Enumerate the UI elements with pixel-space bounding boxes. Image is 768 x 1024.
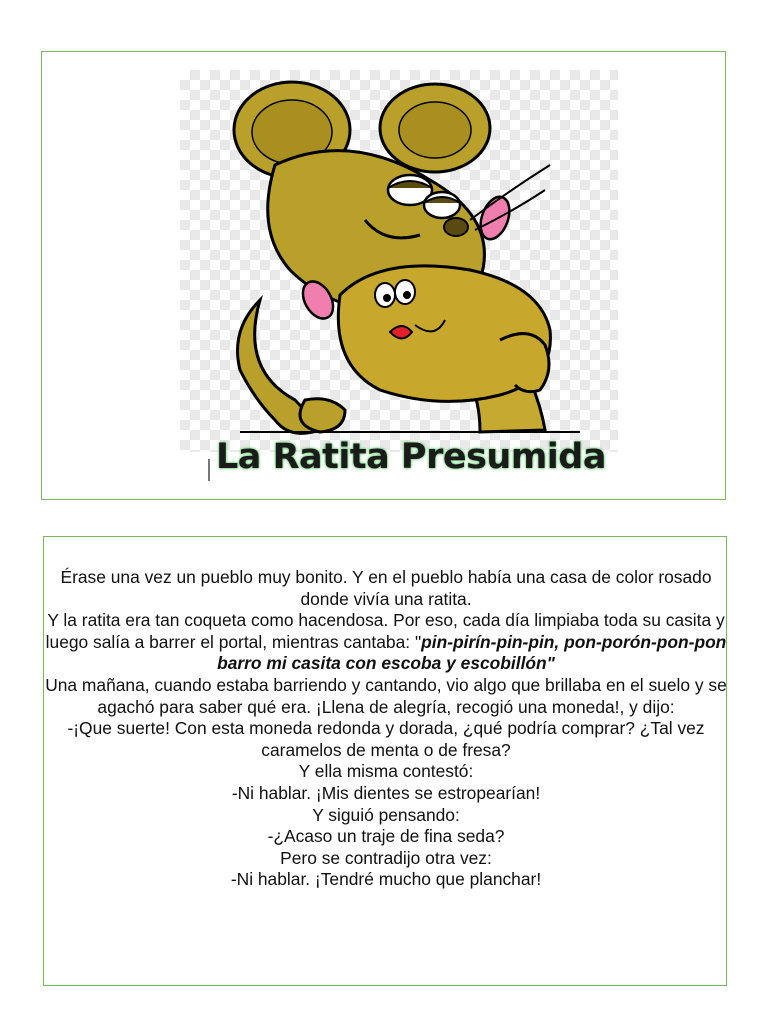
story-paragraph-10: -Ni hablar. ¡Tendré mucho que planchar! [230, 869, 542, 890]
story-paragraph-8: -¿Acaso un traje de fina seda? [267, 826, 505, 847]
story-paragraph-2 [44, 610, 728, 675]
story-paragraph-5: Y ella misma contestó: [298, 761, 474, 782]
story-paragraph-4: -¡Que suerte! Con esta moneda redonda y dorada, ¿qué podría comprar? ¿Tal vez caramelos de menta o de fresa? [67, 718, 705, 760]
title-tick-mark [208, 459, 210, 481]
story-paragraph-7: Y siguió pensando: [312, 804, 460, 825]
story-paragraph-3: Una mañana, cuando estaba barriendo y cantando, vio algo que brillaba en el suelo y se agachó para saber qué era. ¡Llena de alegría, recogió una moneda!, y dijo: [45, 674, 727, 717]
story-paragraph-1: Érase una vez un pueblo muy bonito. Y en el pueblo había una casa de color rosado donde vivía una ratita. [60, 567, 712, 609]
story-panel [43, 536, 727, 986]
story-paragraph-2-intro: Y la ratita era tan coqueta como hacendosa. Por eso, cada día limpiaba toda su casita y luego salía a barrer el portal, mientras cantaba: " [45, 610, 725, 652]
ratita-illustration [180, 70, 618, 452]
book-title: La Ratita Presumida [216, 437, 606, 477]
mouse-drawing [180, 70, 618, 452]
chant-text: pin-pirín-pin-pin, pon-porón-pon-pon barro mi casita con escoba y escobillón" [217, 631, 727, 674]
cover-panel [41, 51, 726, 500]
story-paragraph-9: Pero se contradijo otra vez: [280, 847, 492, 868]
story-paragraph-6: -Ni hablar. ¡Mis dientes se estropearían! [231, 782, 541, 803]
story-text [44, 567, 728, 891]
